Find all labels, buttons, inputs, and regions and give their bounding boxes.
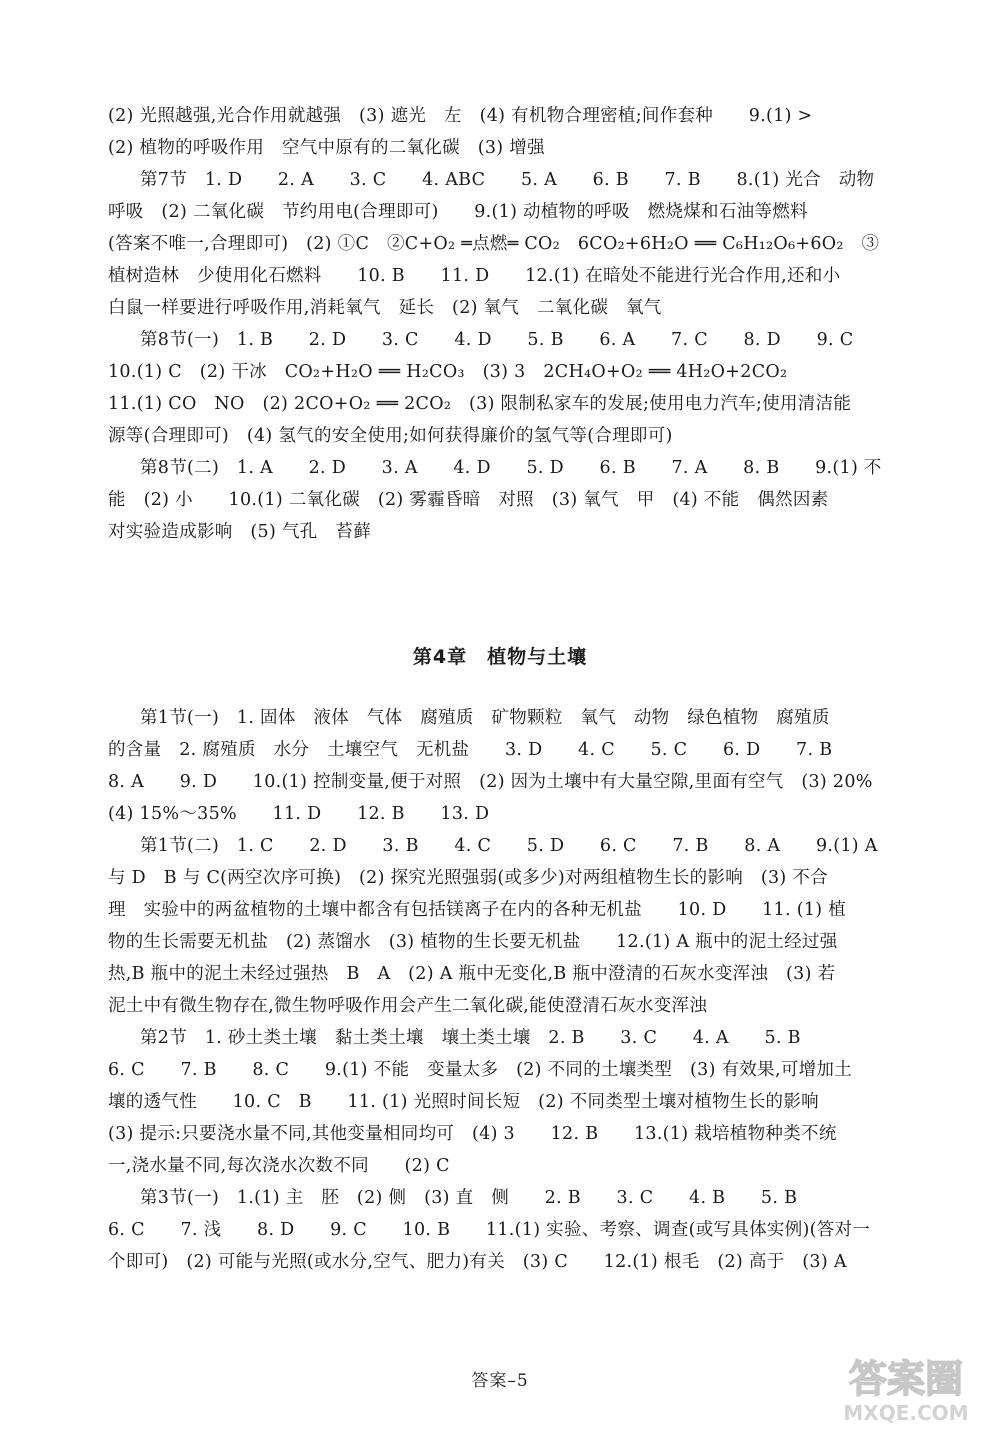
answer-line: 的含量 2. 腐殖质 水分 土壤空气 无机盐 3. D 4. C 5. C 6. D 7. B — [108, 740, 833, 760]
answer-line: 第8节(二) 1. A 2. D 3. A 4. D 5. D 6. B 7. A 8. B 9.(1) 不 — [140, 458, 882, 478]
answer-line: 植树造林 少使用化石燃料 10. B 11. D 12.(1) 在暗处不能进行光合作用,还和小 — [108, 266, 841, 286]
answer-line: 物的生长需要无机盐 (2) 蒸馏水 (3) 植物的生长要无机盐 12.(1) A 瓶中的泥土经过强 — [108, 932, 838, 952]
watermark-top-text: 答案圈 — [848, 1357, 964, 1401]
answer-line: 第7节 1. D 2. A 3. C 4. ABC 5. A 6. B 7. B 8.(1) 光合 动物 — [140, 170, 875, 190]
answer-line: 与 D B 与 C(两空次序可换) (2) 探究光照强弱(或多少)对两组植物生长的影响 (3) 不合 — [108, 868, 828, 888]
answer-line: 6. C 7. B 8. C 9.(1) 不能 变量太多 (2) 不同的土壤类型 (3) 有效果,可增加土 — [108, 1060, 853, 1080]
section-chapter3-answers — [108, 100, 908, 548]
watermark-logo — [826, 1350, 986, 1428]
answer-line: (答案不唯一,合理即可) (2) ①C ②C+O₂ ═点燃═ CO₂ 6CO₂+6H₂O ══ C₆H₁₂O₆+6O₂ ③ — [108, 234, 880, 254]
answer-line: 理 实验中的两盆植物的土壤中都含有包括镁离子在内的各种无机盐 10. D 11. (1) 植 — [108, 900, 847, 920]
answer-line: 泥土中有微生物存在,微生物呼吸作用会产生二氧化碳,能使澄清石灰水变浑浊 — [108, 996, 708, 1016]
answer-line: 白鼠一样要进行呼吸作用,消耗氧气 延长 (2) 氧气 二氧化碳 氧气 — [108, 298, 662, 318]
answer-line: 一,浇水量不同,每次浇水次数不同 (2) C — [108, 1156, 450, 1176]
page-number: 答案–5 — [471, 1371, 529, 1391]
answer-line: (2) 植物的呼吸作用 空气中原有的二氧化碳 (3) 增强 — [108, 138, 545, 158]
answer-line: 第1节(一) 1. 固体 液体 气体 腐殖质 矿物颗粒 氧气 动物 绿色植物 腐殖质 — [140, 708, 830, 728]
answer-line: 第3节(一) 1.(1) 主 胚 (2) 侧 (3) 直 侧 2. B 3. C 4. B 5. B — [140, 1188, 798, 1208]
answer-line: 第2节 1. 砂土类土壤 黏土类土壤 壤土类土壤 2. B 3. C 4. A 5. B — [140, 1028, 801, 1048]
answer-line: 个即可) (2) 可能与光照(或水分,空气、肥力)有关 (3) C 12.(1) 根毛 (2) 高于 (3) A — [108, 1252, 847, 1272]
answer-line: 第8节(一) 1. B 2. D 3. C 4. D 5. B 6. A 7. C 8. D 9. C — [140, 330, 854, 350]
answer-line: 对实验造成影响 (5) 气孔 苔藓 — [108, 522, 371, 542]
watermark-bottom-text: MXQE.COM — [843, 1401, 969, 1425]
watermark-graphic — [826, 1350, 986, 1428]
answer-line: 源等(合理即可) (4) 氢气的安全使用;如何获得廉价的氢气等(合理即可) — [108, 426, 673, 446]
answer-line: 11.(1) CO NO (2) 2CO+O₂ ══ 2CO₂ (3) 限制私家车的发展;使用电力汽车;使用清洁能 — [108, 394, 852, 414]
answer-line: 呼吸 (2) 二氧化碳 节约用电(合理即可) 9.(1) 动植物的呼吸 燃烧煤和石油等燃料 — [108, 202, 808, 222]
answer-line: (3) 提示:只要浇水量不同,其他变量相同均可 (4) 3 12. B 13.(1) 栽培植物种类不统 — [108, 1124, 837, 1144]
answer-line: 第1节(二) 1. C 2. D 3. B 4. C 5. D 6. C 7. B 8. A 9.(1) A — [140, 836, 878, 856]
answer-line: 8. A 9. D 10.(1) 控制变量,便于对照 (2) 因为土壤中有大量空隙,里面有空气 (3) 20% — [108, 772, 873, 792]
answer-line: 热,B 瓶中的泥土未经过强热 B A (2) A 瓶中无变化,B 瓶中澄清的石灰水变浑浊 (3) 若 — [108, 964, 836, 984]
section-chapter4-answers — [108, 702, 908, 1278]
answer-line: 能 (2) 小 10.(1) 二氧化碳 (2) 雾霾昏暗 对照 (3) 氧气 甲 (4) 不能 偶然因素 — [108, 490, 829, 510]
answer-line: (2) 光照越强,光合作用就越强 (3) 遮光 左 (4) 有机物合理密植;间作套种 9.(1) > — [108, 106, 813, 126]
answer-line: (4) 15%～35% 11. D 12. B 13. D — [108, 804, 490, 824]
chapter-title: 第4章 植物与土壤 — [412, 646, 588, 668]
answer-line: 壤的透气性 10. C B 11. (1) 光照时间长短 (2) 不同类型土壤对植物生长的影响 — [108, 1092, 819, 1112]
answer-line: 10.(1) C (2) 干冰 CO₂+H₂O ══ H₂CO₃ (3) 3 2CH₄O+O₂ ══ 4H₂O+2CO₂ — [108, 362, 788, 382]
answer-line: 6. C 7. 浅 8. D 9. C 10. B 11.(1) 实验、考察、调查(或写具体实例)(答对一 — [108, 1220, 871, 1240]
